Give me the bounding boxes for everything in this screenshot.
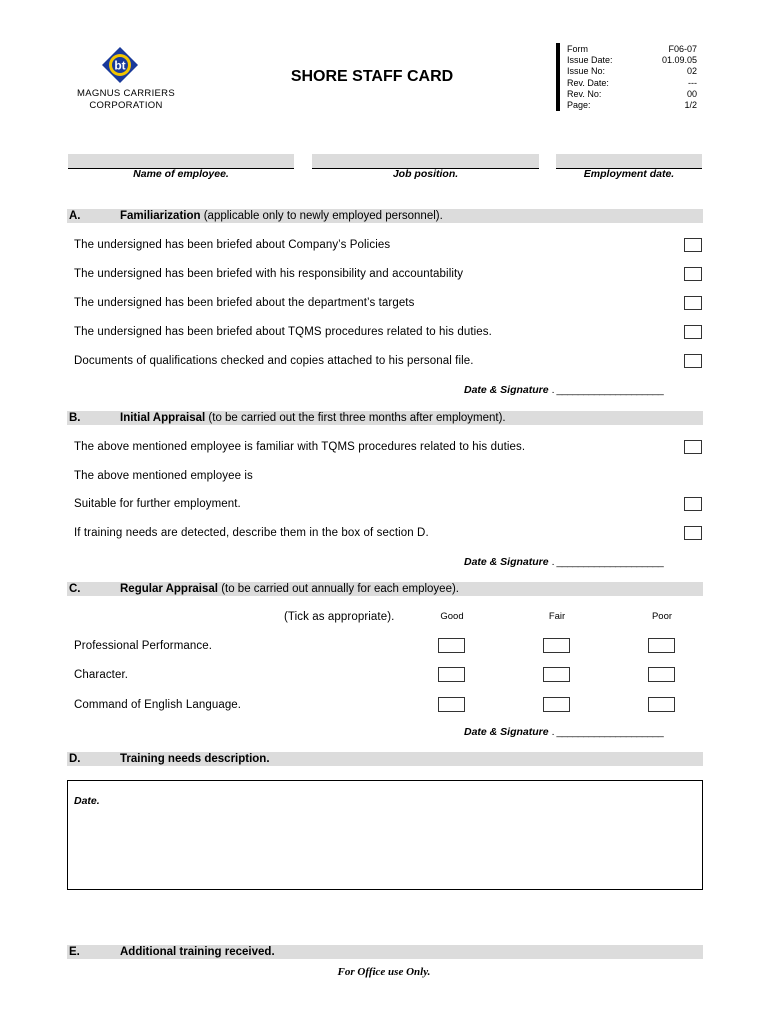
section-b-item: Suitable for further employment. (74, 498, 241, 510)
employee-name-field[interactable] (68, 154, 294, 169)
section-e-heading: Additional training received. (120, 946, 275, 958)
section-c-letter: C. (69, 583, 81, 595)
section-b-heading: Initial Appraisal (to be carried out the first three months after employment). (120, 412, 506, 424)
appraisal-row-label: Professional Performance. (74, 640, 213, 652)
employment-date-field[interactable] (556, 154, 702, 169)
section-b-item: If training needs are detected, describe them in the box of section D. (74, 527, 429, 539)
svg-text:bt: bt (114, 58, 126, 73)
checkbox-performance-fair[interactable] (543, 638, 570, 653)
section-a-item: Documents of qualifications checked and copies attached to his personal file. (74, 355, 474, 367)
info-row-rev-date: Rev. Date: --- (567, 77, 697, 88)
employment-date-label: Employment date. (583, 168, 675, 180)
checkbox-performance-good[interactable] (438, 638, 465, 653)
info-row-issue-date: Issue Date: 01.09.05 (567, 55, 697, 66)
company-logo (101, 46, 139, 84)
section-a-item: The undersigned has been briefed about the department’s targets (74, 297, 415, 309)
tick-note: (Tick as appropriate). (284, 611, 395, 623)
section-d-header (67, 752, 703, 766)
checkbox-performance-poor[interactable] (648, 638, 675, 653)
section-a-checkbox[interactable] (684, 267, 702, 281)
company-name-line2: CORPORATION (89, 100, 163, 111)
section-b-checkbox[interactable] (684, 497, 702, 511)
job-position-field[interactable] (312, 154, 539, 169)
section-a-checkbox[interactable] (684, 238, 702, 252)
checkbox-english-poor[interactable] (648, 697, 675, 712)
section-b-signature[interactable]: Date & Signature . ____________________ (464, 556, 664, 568)
info-row-issue-no: Issue No: 02 (567, 66, 697, 77)
section-a-checkbox[interactable] (684, 325, 702, 339)
section-a-item: The undersigned has been briefed about Company’s Policies (74, 239, 391, 251)
training-needs-date-label: Date. (74, 795, 100, 807)
section-b-checkbox[interactable] (684, 526, 702, 540)
section-e-header (67, 945, 703, 959)
document-info-block (567, 44, 697, 111)
section-a-letter: A. (69, 210, 81, 222)
section-b-letter: B. (69, 412, 81, 424)
checkbox-character-good[interactable] (438, 667, 465, 682)
appraisal-row-label: Command of English Language. (74, 699, 242, 711)
section-d-heading: Training needs description. (120, 753, 270, 765)
office-use-note: For Office use Only. (337, 966, 431, 978)
job-position-label: Job position. (392, 168, 459, 180)
document-title: SHORE STAFF CARD (290, 68, 454, 85)
column-fair: Fair (548, 611, 566, 622)
section-a-checkbox[interactable] (684, 354, 702, 368)
section-b-item: The above mentioned employee is (74, 470, 253, 482)
info-row-page: Page: 1/2 (567, 99, 697, 110)
section-b-header (67, 411, 703, 425)
section-e-letter: E. (69, 946, 80, 958)
checkbox-character-fair[interactable] (543, 667, 570, 682)
checkbox-english-fair[interactable] (543, 697, 570, 712)
section-a-item: The undersigned has been briefed with his responsibility and accountability (74, 268, 464, 280)
info-row-rev-no: Rev. No: 00 (567, 88, 697, 99)
training-needs-box[interactable] (67, 780, 703, 890)
employee-name-label: Name of employee. (133, 168, 229, 180)
section-a-heading: Familiarization (applicable only to newly employed personnel). (120, 210, 443, 222)
section-a-header (67, 209, 703, 223)
section-d-letter: D. (69, 753, 81, 765)
checkbox-english-good[interactable] (438, 697, 465, 712)
company-name-line1: MAGNUS CARRIERS (77, 88, 175, 99)
section-c-header (67, 582, 703, 596)
info-divider (556, 43, 560, 111)
column-good: Good (440, 611, 464, 622)
section-a-item: The undersigned has been briefed about TQMS procedures related to his duties. (74, 326, 492, 338)
checkbox-character-poor[interactable] (648, 667, 675, 682)
section-a-signature[interactable]: Date & Signature . ____________________ (464, 384, 664, 396)
info-row-form: Form F06-07 (567, 44, 697, 54)
section-b-item: The above mentioned employee is familiar with TQMS procedures related to his duties. (74, 441, 526, 453)
section-a-checkbox[interactable] (684, 296, 702, 310)
section-c-signature[interactable]: Date & Signature . ____________________ (464, 726, 664, 738)
appraisal-row-label: Character. (74, 669, 129, 681)
section-c-heading: Regular Appraisal (to be carried out annually for each employee). (120, 583, 459, 595)
section-b-checkbox[interactable] (684, 440, 702, 454)
column-poor: Poor (651, 611, 673, 622)
